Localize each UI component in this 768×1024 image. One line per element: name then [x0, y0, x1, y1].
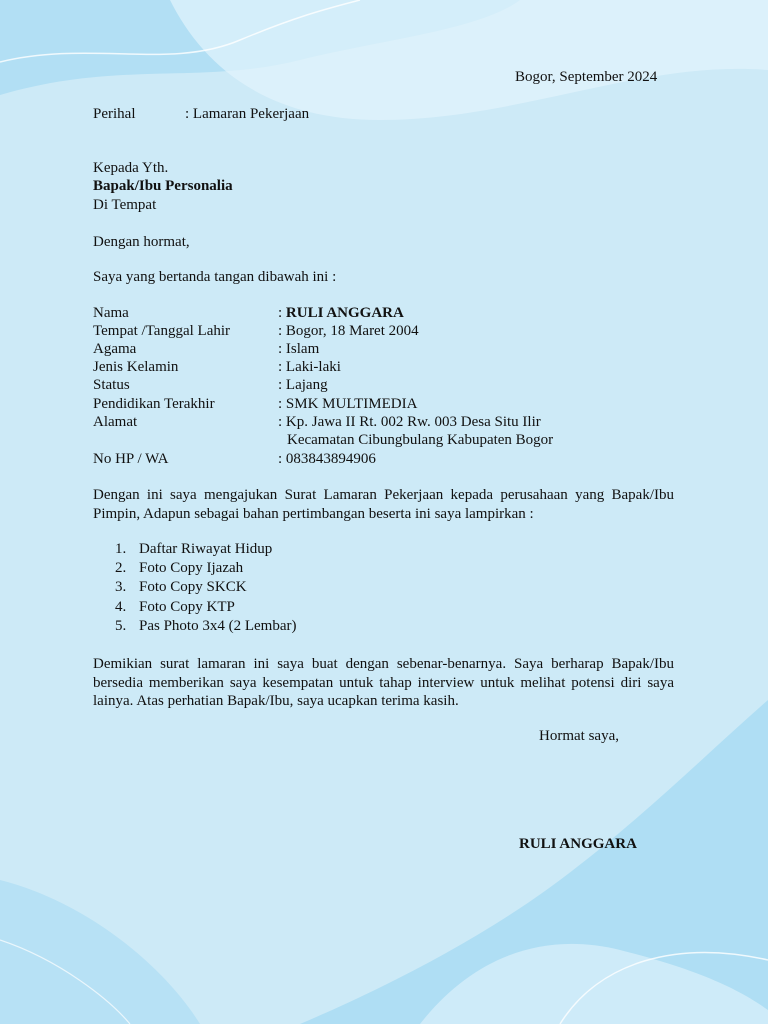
subject-value: : Lamaran Pekerjaan: [185, 106, 310, 122]
detail-row-name: Nama : RULI ANGGARA: [93, 305, 404, 321]
subject-label: Perihal: [93, 106, 136, 122]
list-text: Foto Copy SKCK: [139, 579, 247, 595]
list-text: Daftar Riwayat Hidup: [139, 541, 273, 557]
list-text: Pas Photo 3x4 (2 Lembar): [139, 618, 297, 634]
intro: Saya yang bertanda tangan dibawah ini :: [93, 269, 337, 285]
detail-row-status: Status : Lajang: [93, 377, 328, 393]
detail-label: Pendidikan Terakhir: [93, 396, 215, 412]
body-paragraph-1: Dengan ini saya mengajukan Surat Lamaran Pekerjaan kepada perusahaan yang Bapak/Ibu Pimpin, Adapun sebagai bahan pertimbangan beserta ini saya lampirkan :: [93, 487, 674, 522]
detail-value: Bogor, 18 Maret 2004: [285, 323, 419, 339]
recipient-line2: Bapak/Ibu Personalia: [93, 178, 233, 194]
list-number: 5.: [115, 618, 127, 634]
detail-row-phone: No HP / WA : 083843894906: [93, 451, 376, 467]
place-date: Bogor, September 2024: [515, 69, 658, 85]
detail-value: SMK MULTIMEDIA: [285, 396, 418, 412]
recipient-line3: Di Tempat: [93, 197, 157, 213]
detail-row-gender: Jenis Kelamin : Laki-laki: [93, 359, 341, 375]
detail-label: Agama: [93, 341, 137, 357]
detail-row-address-2: [93, 431, 693, 449]
body-paragraph-2: Demikian surat lamaran ini saya buat dengan sebenar-benarnya. Saya berharap Bapak/Ibu bersedia memberikan saya kesempatan untuk tahap interview untuk melihat potensi diri saya lainya. Atas perhatian Bapak/Ibu, saya ucapkan terima kasih.: [93, 656, 674, 709]
list-text: Foto Copy KTP: [139, 599, 235, 615]
detail-label: No HP / WA: [93, 451, 169, 467]
list-number: 3.: [115, 579, 127, 595]
detail-label: Tempat /Tanggal Lahir: [93, 323, 231, 339]
detail-row-birth: Tempat /Tanggal Lahir : Bogor, 18 Maret 2004: [93, 323, 419, 339]
detail-value: Kp. Jawa II Rt. 002 Rw. 003 Desa Situ Ilir: [285, 414, 541, 430]
detail-label: Alamat: [93, 414, 138, 430]
detail-row-address: Alamat : Kp. Jawa II Rt. 002 Rw. 003 Desa Situ Ilir: [93, 414, 541, 430]
detail-value: Islam: [285, 341, 320, 357]
list-number: 4.: [115, 599, 127, 615]
list-number: 2.: [115, 560, 127, 576]
detail-label: Nama: [93, 305, 129, 321]
signature-name: RULI ANGGARA: [519, 836, 637, 852]
detail-label: Status: [93, 377, 130, 393]
detail-label: Jenis Kelamin: [93, 359, 179, 375]
detail-row-education: Pendidikan Terakhir : SMK MULTIMEDIA: [93, 396, 418, 412]
detail-value-name: RULI ANGGARA: [285, 305, 404, 321]
detail-value: Lajang: [285, 377, 328, 393]
recipient-line1: Kepada Yth.: [93, 160, 169, 176]
list-text: Foto Copy Ijazah: [139, 560, 244, 576]
detail-value: Kecamatan Cibungbulang Kabupaten Bogor: [287, 432, 554, 448]
detail-row-religion: Agama : Islam: [93, 341, 320, 357]
detail-value: Laki-laki: [285, 359, 341, 375]
list-number: 1.: [115, 541, 127, 557]
detail-value: 083843894906: [285, 451, 376, 467]
greeting: Dengan hormat,: [93, 234, 190, 250]
closing: Hormat saya,: [539, 728, 619, 744]
